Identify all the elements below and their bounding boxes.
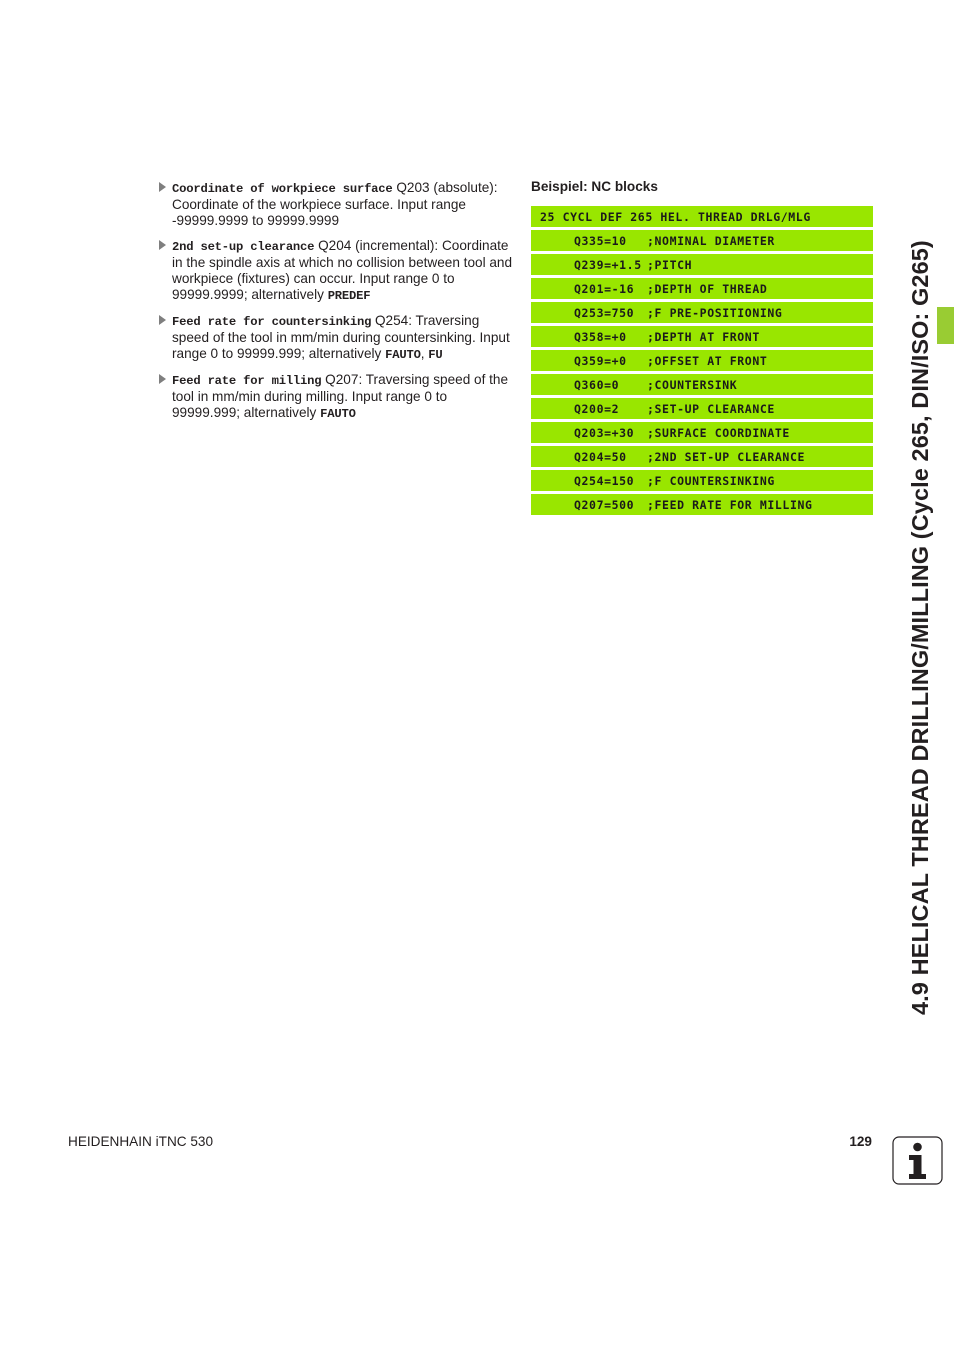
footer-manual-title: HEIDENHAIN iTNC 530 bbox=[68, 1134, 214, 1149]
parameter-alternative: FAUTO bbox=[320, 407, 356, 421]
nc-comment: ;FEED RATE FOR MILLING bbox=[647, 498, 813, 512]
parameter-code: Q254 bbox=[374, 313, 409, 328]
parameter-alternative: PREDEF bbox=[327, 289, 371, 303]
chapter-tab-marker bbox=[937, 307, 954, 344]
nc-address: Q203=+30 bbox=[574, 426, 635, 440]
parameter-item: Feed rate for countersinking Q254: Traversing speed of the tool in mm/min during countersinking. Input range 0 to 99999.999; alternatively FAUTO, FU bbox=[158, 313, 514, 363]
nc-line bbox=[531, 278, 873, 299]
nc-address: Q201=-16 bbox=[574, 282, 635, 296]
nc-address: Q253=750 bbox=[574, 306, 635, 320]
nc-line bbox=[531, 398, 873, 419]
parameter-name: Coordinate of workpiece surface bbox=[172, 182, 393, 196]
nc-comment: ;DEPTH OF THREAD bbox=[647, 282, 768, 296]
nc-address: Q239=+1.5 bbox=[574, 258, 642, 272]
chapter-side-title: 4.9 HELICAL THREAD DRILLING/MILLING (Cycle 265, DIN/ISO: G265) bbox=[907, 240, 933, 1015]
parameter-description: : Traversing speed of the tool in mm/min during milling. Input range 0 to 99999.999; alternatively bbox=[172, 372, 509, 420]
nc-address: Q200=2 bbox=[574, 402, 620, 416]
parameter-code: Q204 bbox=[318, 238, 352, 253]
nc-comment: ;PITCH bbox=[647, 258, 693, 272]
parameter-item bbox=[158, 372, 514, 422]
bullet-arrow-icon bbox=[159, 374, 166, 384]
nc-address: Q254=150 bbox=[574, 474, 635, 488]
parameter-code: Q203 bbox=[396, 180, 430, 195]
parameter-name: Feed rate for countersinking bbox=[172, 315, 372, 329]
nc-line bbox=[531, 254, 873, 275]
nc-comment: ;SURFACE COORDINATE bbox=[647, 426, 790, 440]
parameter-description: (absolute): Coordinate of the workpiece surface. Input range -99999.9999 to 99999.9999 bbox=[172, 180, 498, 228]
nc-address: Q207=500 bbox=[574, 498, 635, 512]
nc-line bbox=[531, 422, 873, 443]
nc-address: Q335=10 bbox=[574, 234, 627, 248]
nc-address: Q358=+0 bbox=[574, 330, 627, 344]
nc-address: Q359=+0 bbox=[574, 354, 627, 368]
nc-address: Q204=50 bbox=[574, 450, 627, 464]
nc-comment: ;OFFSET AT FRONT bbox=[647, 354, 768, 368]
bullet-arrow-icon bbox=[159, 240, 166, 250]
parameter-item bbox=[158, 238, 514, 304]
parameter-name: Feed rate for milling bbox=[172, 374, 322, 388]
nc-line bbox=[531, 302, 873, 323]
nc-comment: ;COUNTERSINK bbox=[647, 378, 738, 392]
nc-comment: ;F PRE-POSITIONING bbox=[647, 306, 783, 320]
nc-comment: ;DEPTH AT FRONT bbox=[647, 330, 760, 344]
bullet-arrow-icon bbox=[159, 315, 166, 325]
parameter-description: (incremental): Coordinate in the spindle axis at which no collision between tool and workpiece (fixtures) can occur. Input range 0 to 99999.9999; alternatively bbox=[172, 238, 513, 302]
example-heading: Beispiel: NC blocks bbox=[531, 179, 658, 194]
nc-line bbox=[531, 230, 873, 251]
parameter-name: 2nd set-up clearance bbox=[172, 240, 315, 254]
nc-address: Q360=0 bbox=[574, 378, 620, 392]
nc-line bbox=[531, 446, 873, 467]
nc-line bbox=[531, 374, 873, 395]
nc-comment: ;2ND SET-UP CLEARANCE bbox=[647, 450, 805, 464]
nc-header-line: 25 CYCL DEF 265 HEL. THREAD DRLG/MLG bbox=[531, 206, 873, 227]
bullet-arrow-icon bbox=[159, 182, 166, 192]
nc-comment: ;F COUNTERSINKING bbox=[647, 474, 775, 488]
nc-comment: ;SET-UP CLEARANCE bbox=[647, 402, 775, 416]
parameter-list bbox=[158, 180, 514, 431]
parameter-alternative: FAUTO bbox=[385, 348, 421, 362]
parameter-item bbox=[158, 180, 514, 229]
page-number: 129 bbox=[849, 1134, 872, 1149]
nc-line bbox=[531, 470, 873, 491]
parameter-code: Q207 bbox=[325, 372, 359, 387]
parameter-description: : Traversing speed of the tool in mm/min during countersinking. Input range 0 to 99999.999; alternatively bbox=[172, 313, 510, 361]
nc-line bbox=[531, 326, 873, 347]
parameter-alternative: FU bbox=[428, 348, 443, 362]
info-icon bbox=[892, 1136, 943, 1185]
nc-program-block bbox=[531, 206, 873, 518]
nc-line bbox=[531, 494, 873, 515]
nc-comment: ;NOMINAL DIAMETER bbox=[647, 234, 775, 248]
nc-line bbox=[531, 350, 873, 371]
